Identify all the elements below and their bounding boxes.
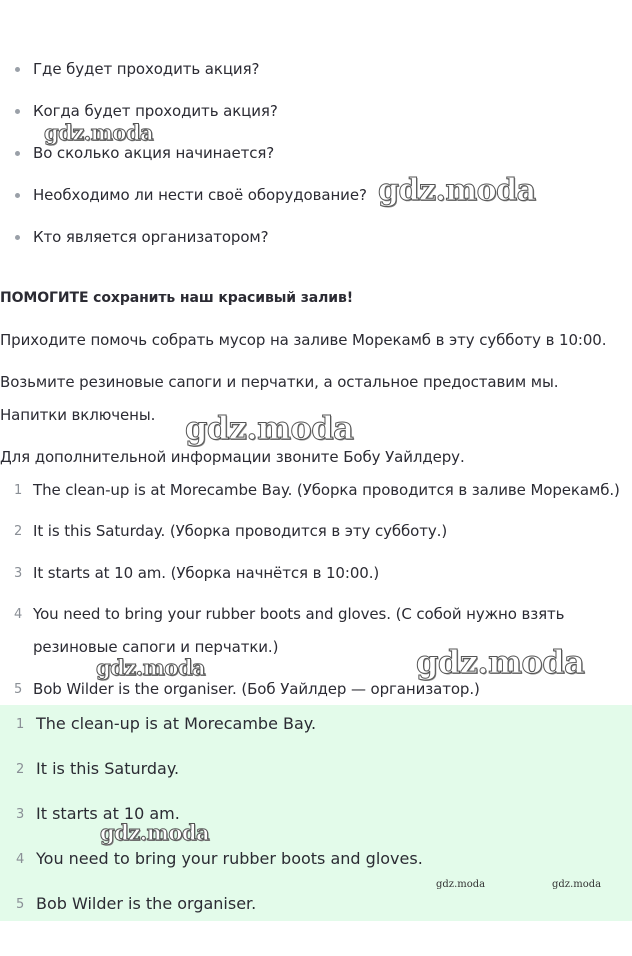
item-number: 3 (14, 566, 23, 581)
question-text: Где будет проходить акция? (33, 60, 260, 78)
item-text-continued: резиновые сапоги и перчатки.) (33, 638, 279, 656)
bullet-icon (15, 235, 20, 240)
question-text: Кто является организатором? (33, 228, 269, 246)
question-text: Во сколько акция начинается? (33, 144, 275, 162)
watermark: gdz.moda (185, 409, 354, 447)
watermark: gdz.moda (100, 820, 210, 845)
item-number: 5 (16, 897, 25, 912)
item-text: The clean-up is at Morecambe Bay. (36, 714, 317, 733)
item-number: 3 (16, 807, 25, 822)
answer-box (0, 705, 632, 921)
watermark: gdz.moda (96, 655, 206, 680)
watermark: gdz.moda (378, 173, 536, 208)
item-number: 4 (16, 852, 25, 867)
question-item (15, 57, 259, 81)
notice-title: ПОМОГИТЕ сохранить наш красивый залив! (0, 290, 354, 306)
item-text: You need to bring your rubber boots and gloves. (36, 849, 423, 868)
question-text: Необходимо ли нести своё оборудование? (33, 186, 367, 204)
watermark: gdz.moda (552, 879, 602, 890)
item-text: Bob Wilder is the organiser. (36, 894, 257, 913)
watermark: gdz.moda (436, 879, 486, 890)
watermark: gdz.moda (416, 643, 585, 681)
bullet-icon (15, 109, 20, 114)
item-number: 2 (16, 762, 25, 777)
item-text: It is this Saturday. (Уборка проводится в эту субботу.) (33, 522, 448, 540)
item-number: 5 (14, 682, 23, 697)
item-text: You need to bring your rubber boots and gloves. (С собой нужно взять (33, 605, 565, 623)
item-number: 2 (14, 524, 23, 539)
notice-line: Приходите помочь собрать мусор на заливе Морекамб в эту субботу в 10:00. (0, 331, 607, 349)
item-number: 1 (16, 717, 25, 732)
item-text: The clean-up is at Morecambe Bay. (Уборка проводится в заливе Морекамб.) (33, 481, 620, 499)
watermark: gdz.moda (44, 120, 154, 145)
item-number: 1 (14, 483, 23, 498)
notice-line: Напитки включены. (0, 406, 156, 424)
question-text: Когда будет проходить акция? (33, 102, 278, 120)
item-text: It starts at 10 am. (36, 804, 180, 823)
item-text: It is this Saturday. (36, 759, 180, 778)
item-text: It starts at 10 am. (Уборка начнётся в 10:00.) (33, 564, 380, 582)
question-item (15, 183, 367, 207)
notice-line: Возьмите резиновые сапоги и перчатки, а остальное предоставим мы. (0, 373, 559, 391)
bullet-icon (15, 151, 20, 156)
notice-line: Для дополнительной информации звоните Бобу Уайлдеру. (0, 448, 465, 466)
item-text: Bob Wilder is the organiser. (Боб Уайлдер — организатор.) (33, 680, 480, 698)
item-number: 4 (14, 607, 23, 622)
bullet-icon (15, 67, 20, 72)
bullet-icon (15, 193, 20, 198)
question-item (15, 225, 269, 249)
